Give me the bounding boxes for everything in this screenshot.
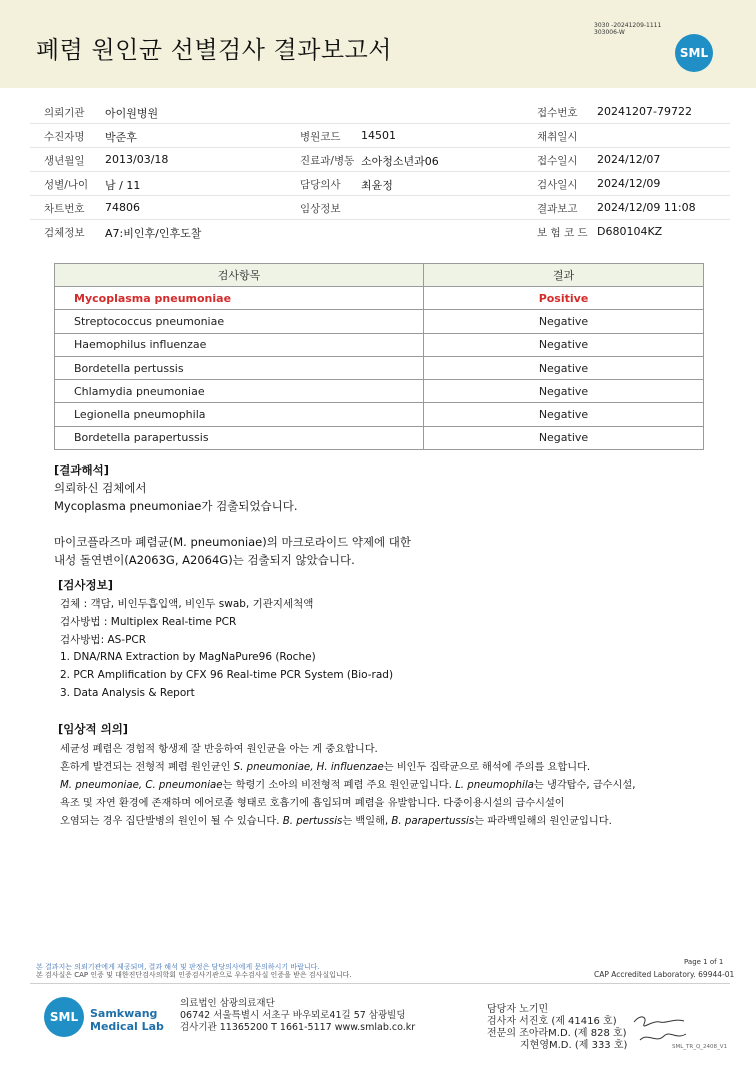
header-result: 결과 <box>424 264 704 287</box>
test-info-title: [검사정보] <box>58 578 113 592</box>
page-number: Page 1 of 1 <box>684 958 724 966</box>
label-sex-age: 성별/나이 <box>44 179 89 191</box>
info-row-3 <box>30 148 730 172</box>
label-report-date: 결과보고 <box>537 203 578 215</box>
label-birth-date: 생년월일 <box>44 155 85 167</box>
address-line1: 의료법인 삼광의료재단 <box>180 998 275 1009</box>
test-info-line: 3. Data Analysis & Report <box>60 687 195 699</box>
signature-icon <box>630 1010 690 1046</box>
interpretation-line3: 마이코플라즈마 폐렴균(M. pneumoniae)의 마크로라이드 약제에 대한 <box>54 535 412 549</box>
value-birth-date: 2013/03/18 <box>105 153 169 166</box>
value-patient-name: 박준후 <box>105 131 137 144</box>
label-physician: 담당의사 <box>300 179 341 191</box>
label-accession-number: 접수번호 <box>537 107 578 119</box>
info-row-1 <box>30 100 730 124</box>
clinical-title: [임상적 의의] <box>58 722 129 736</box>
info-row-4 <box>30 172 730 196</box>
test-result: Negative <box>424 403 704 426</box>
label-clinical-info: 임상정보 <box>300 203 341 215</box>
test-name: Chlamydia pneumoniae <box>55 380 424 403</box>
clinical-text: 는 파라백일해의 원인균입니다. <box>474 816 612 827</box>
company-name-line1: Samkwang <box>90 1007 158 1020</box>
clinical-line5 <box>60 812 612 827</box>
test-info-line: 검체 : 객담, 비인두흡입액, 비인두 swab, 기관지세척액 <box>60 598 314 610</box>
header-test-item: 검사항목 <box>55 264 424 287</box>
clinical-line2 <box>60 758 590 773</box>
info-row-2 <box>30 124 730 148</box>
value-test-date: 2024/12/09 <box>597 177 661 190</box>
value-sex-age: 남 / 11 <box>105 179 141 192</box>
value-department: 소아청소년과06 <box>361 155 439 168</box>
interpretation-line2: Mycoplasma pneumoniae가 검출되었습니다. <box>54 499 298 513</box>
test-name: Bordetella pertussis <box>55 356 424 379</box>
sml-footer-logo-icon <box>44 997 84 1037</box>
staff-line3: 전문의 조아라M.D. (제 828 호) <box>487 1028 627 1039</box>
label-insurance-code: 보 험 코 드 <box>537 227 588 239</box>
test-info-line: 2. PCR Amplification by CFX 96 Real-time PCR System (Bio-rad) <box>60 669 394 681</box>
table-row <box>55 426 704 449</box>
clinical-text: 는 백일해, <box>342 816 392 827</box>
label-department: 진료과/병동 <box>300 155 355 167</box>
staff-line4: 지현영M.D. (제 333 호) <box>520 1040 628 1051</box>
value-physician: 최윤정 <box>361 179 393 192</box>
test-result: Negative <box>424 356 704 379</box>
test-name: Haemophilus influenzae <box>55 333 424 356</box>
test-result: Negative <box>424 333 704 356</box>
test-name: Legionella pneumophila <box>55 403 424 426</box>
label-test-date: 검사일시 <box>537 179 578 191</box>
test-name: Mycoplasma pneumoniae <box>55 287 424 310</box>
clinical-text: 흔하게 발견되는 전형적 폐렴 원인균인 <box>60 762 234 773</box>
label-patient-name: 수진자명 <box>44 131 85 143</box>
label-chart-number: 차트번호 <box>44 203 85 215</box>
staff-line2: 검사자 서진호 (제 41416 호) <box>487 1016 617 1027</box>
interpretation-title: [결과해석] <box>54 463 109 477</box>
table-row <box>55 356 704 379</box>
clinical-text: 는 비인두 집락균으로 해석에 주의를 요합니다. <box>383 762 591 773</box>
form-version: SML_TR_Q_2408_V1 <box>672 1044 728 1050</box>
report-title: 폐렴 원인균 선별검사 결과보고서 <box>36 36 392 64</box>
clinical-organism: L. pneumophila <box>455 780 534 791</box>
value-referring-institution: 아이원병원 <box>105 107 159 120</box>
test-result: Negative <box>424 380 704 403</box>
document-code-line1: 3030 -20241209-1111 <box>594 22 662 29</box>
footer-logo-text: SML <box>49 1010 79 1024</box>
footer-divider <box>30 983 730 984</box>
clinical-text: 는 학령기 소아의 비전형적 폐렴 주요 원인균입니다. <box>222 780 456 791</box>
test-info-line: 검사방법: AS-PCR <box>60 634 147 646</box>
table-row <box>55 310 704 333</box>
test-name: Streptococcus pneumoniae <box>55 310 424 333</box>
table-row <box>55 403 704 426</box>
test-info-line: 검사방법 : Multiplex Real-time PCR <box>60 616 237 628</box>
label-referring-institution: 의뢰기관 <box>44 107 85 119</box>
test-result: Negative <box>424 310 704 333</box>
test-info-line: 1. DNA/RNA Extraction by MagNaPure96 (Roche) <box>60 651 316 663</box>
footer-certification: 본 검사실은 CAP 인증 및 대한진단검사의학회 인증검사기관으로 우수검사실 인증을 받은 검사실입니다. <box>36 971 352 979</box>
cap-accreditation: CAP Accredited Laboratory. 69944-01 <box>594 970 735 979</box>
interpretation-line1: 의뢰하신 검체에서 <box>54 481 147 495</box>
label-specimen-info: 검체정보 <box>44 227 85 239</box>
company-name-line2: Medical Lab <box>90 1020 164 1033</box>
value-specimen-info: A7:비인후/인후도찰 <box>105 227 202 240</box>
info-row-6 <box>30 220 730 244</box>
clinical-organism: M. pneumoniae, C. pneumoniae <box>60 780 223 791</box>
label-hospital-code: 병원코드 <box>300 131 341 143</box>
value-insurance-code: D680104KZ <box>597 225 663 238</box>
logo-text: SML <box>679 46 709 60</box>
value-chart-number: 74806 <box>105 201 140 214</box>
clinical-line3 <box>60 776 635 791</box>
clinical-text: 오염되는 경우 집단발병의 원인이 될 수 있습니다. <box>60 816 283 827</box>
table-row <box>55 333 704 356</box>
value-hospital-code: 14501 <box>361 129 396 142</box>
clinical-line4: 욕조 및 자연 환경에 존재하며 에어로졸 형태로 호흡기에 흡입되며 폐렴을 유발합니다. 다중이용시설의 급수시설이 <box>60 798 565 809</box>
label-collection-date: 채취일시 <box>537 131 578 143</box>
clinical-organism: B. parapertussis <box>391 816 475 827</box>
company-name <box>90 1007 164 1033</box>
value-receipt-date: 2024/12/07 <box>597 153 661 166</box>
document-code <box>594 22 661 36</box>
table-row <box>55 380 704 403</box>
value-report-date: 2024/12/09 11:08 <box>597 201 696 214</box>
sml-logo-icon <box>675 34 713 72</box>
value-accession-number: 20241207-79722 <box>597 105 692 118</box>
footer-notice: 본 결과지는 의뢰기관에게 제공되며, 결과 해석 및 판정은 담당의사에게 문의하시기 바랍니다. <box>36 963 320 971</box>
info-row-5 <box>30 196 730 220</box>
document-code-line2: 303006-W <box>594 29 625 36</box>
clinical-organism: S. pneumoniae, H. influenzae <box>233 762 384 773</box>
test-name: Bordetella parapertussis <box>55 426 424 449</box>
clinical-text: 는 냉각탑수, 급수시설, <box>533 780 636 791</box>
table-header-row <box>55 264 704 287</box>
clinical-organism: B. pertussis <box>282 816 343 827</box>
test-result: Negative <box>424 426 704 449</box>
address-line3: 검사기관 11365200 T 1661-5117 www.smlab.co.kr <box>180 1022 416 1033</box>
results-table <box>54 263 704 450</box>
test-result: Positive <box>424 287 704 310</box>
label-receipt-date: 접수일시 <box>537 155 578 167</box>
address-line2: 06742 서울특별시 서초구 바우뫼로41길 57 삼광빌딩 <box>180 1010 406 1021</box>
table-row <box>55 287 704 310</box>
clinical-line1: 세균성 폐렴은 경험적 항생제 잘 반응하여 원인균을 아는 게 중요합니다. <box>60 744 378 755</box>
interpretation-line4: 내성 돌연변이(A2063G, A2064G)는 검출되지 않았습니다. <box>54 553 355 567</box>
staff-line1: 담당자 노기민 <box>487 1004 549 1015</box>
